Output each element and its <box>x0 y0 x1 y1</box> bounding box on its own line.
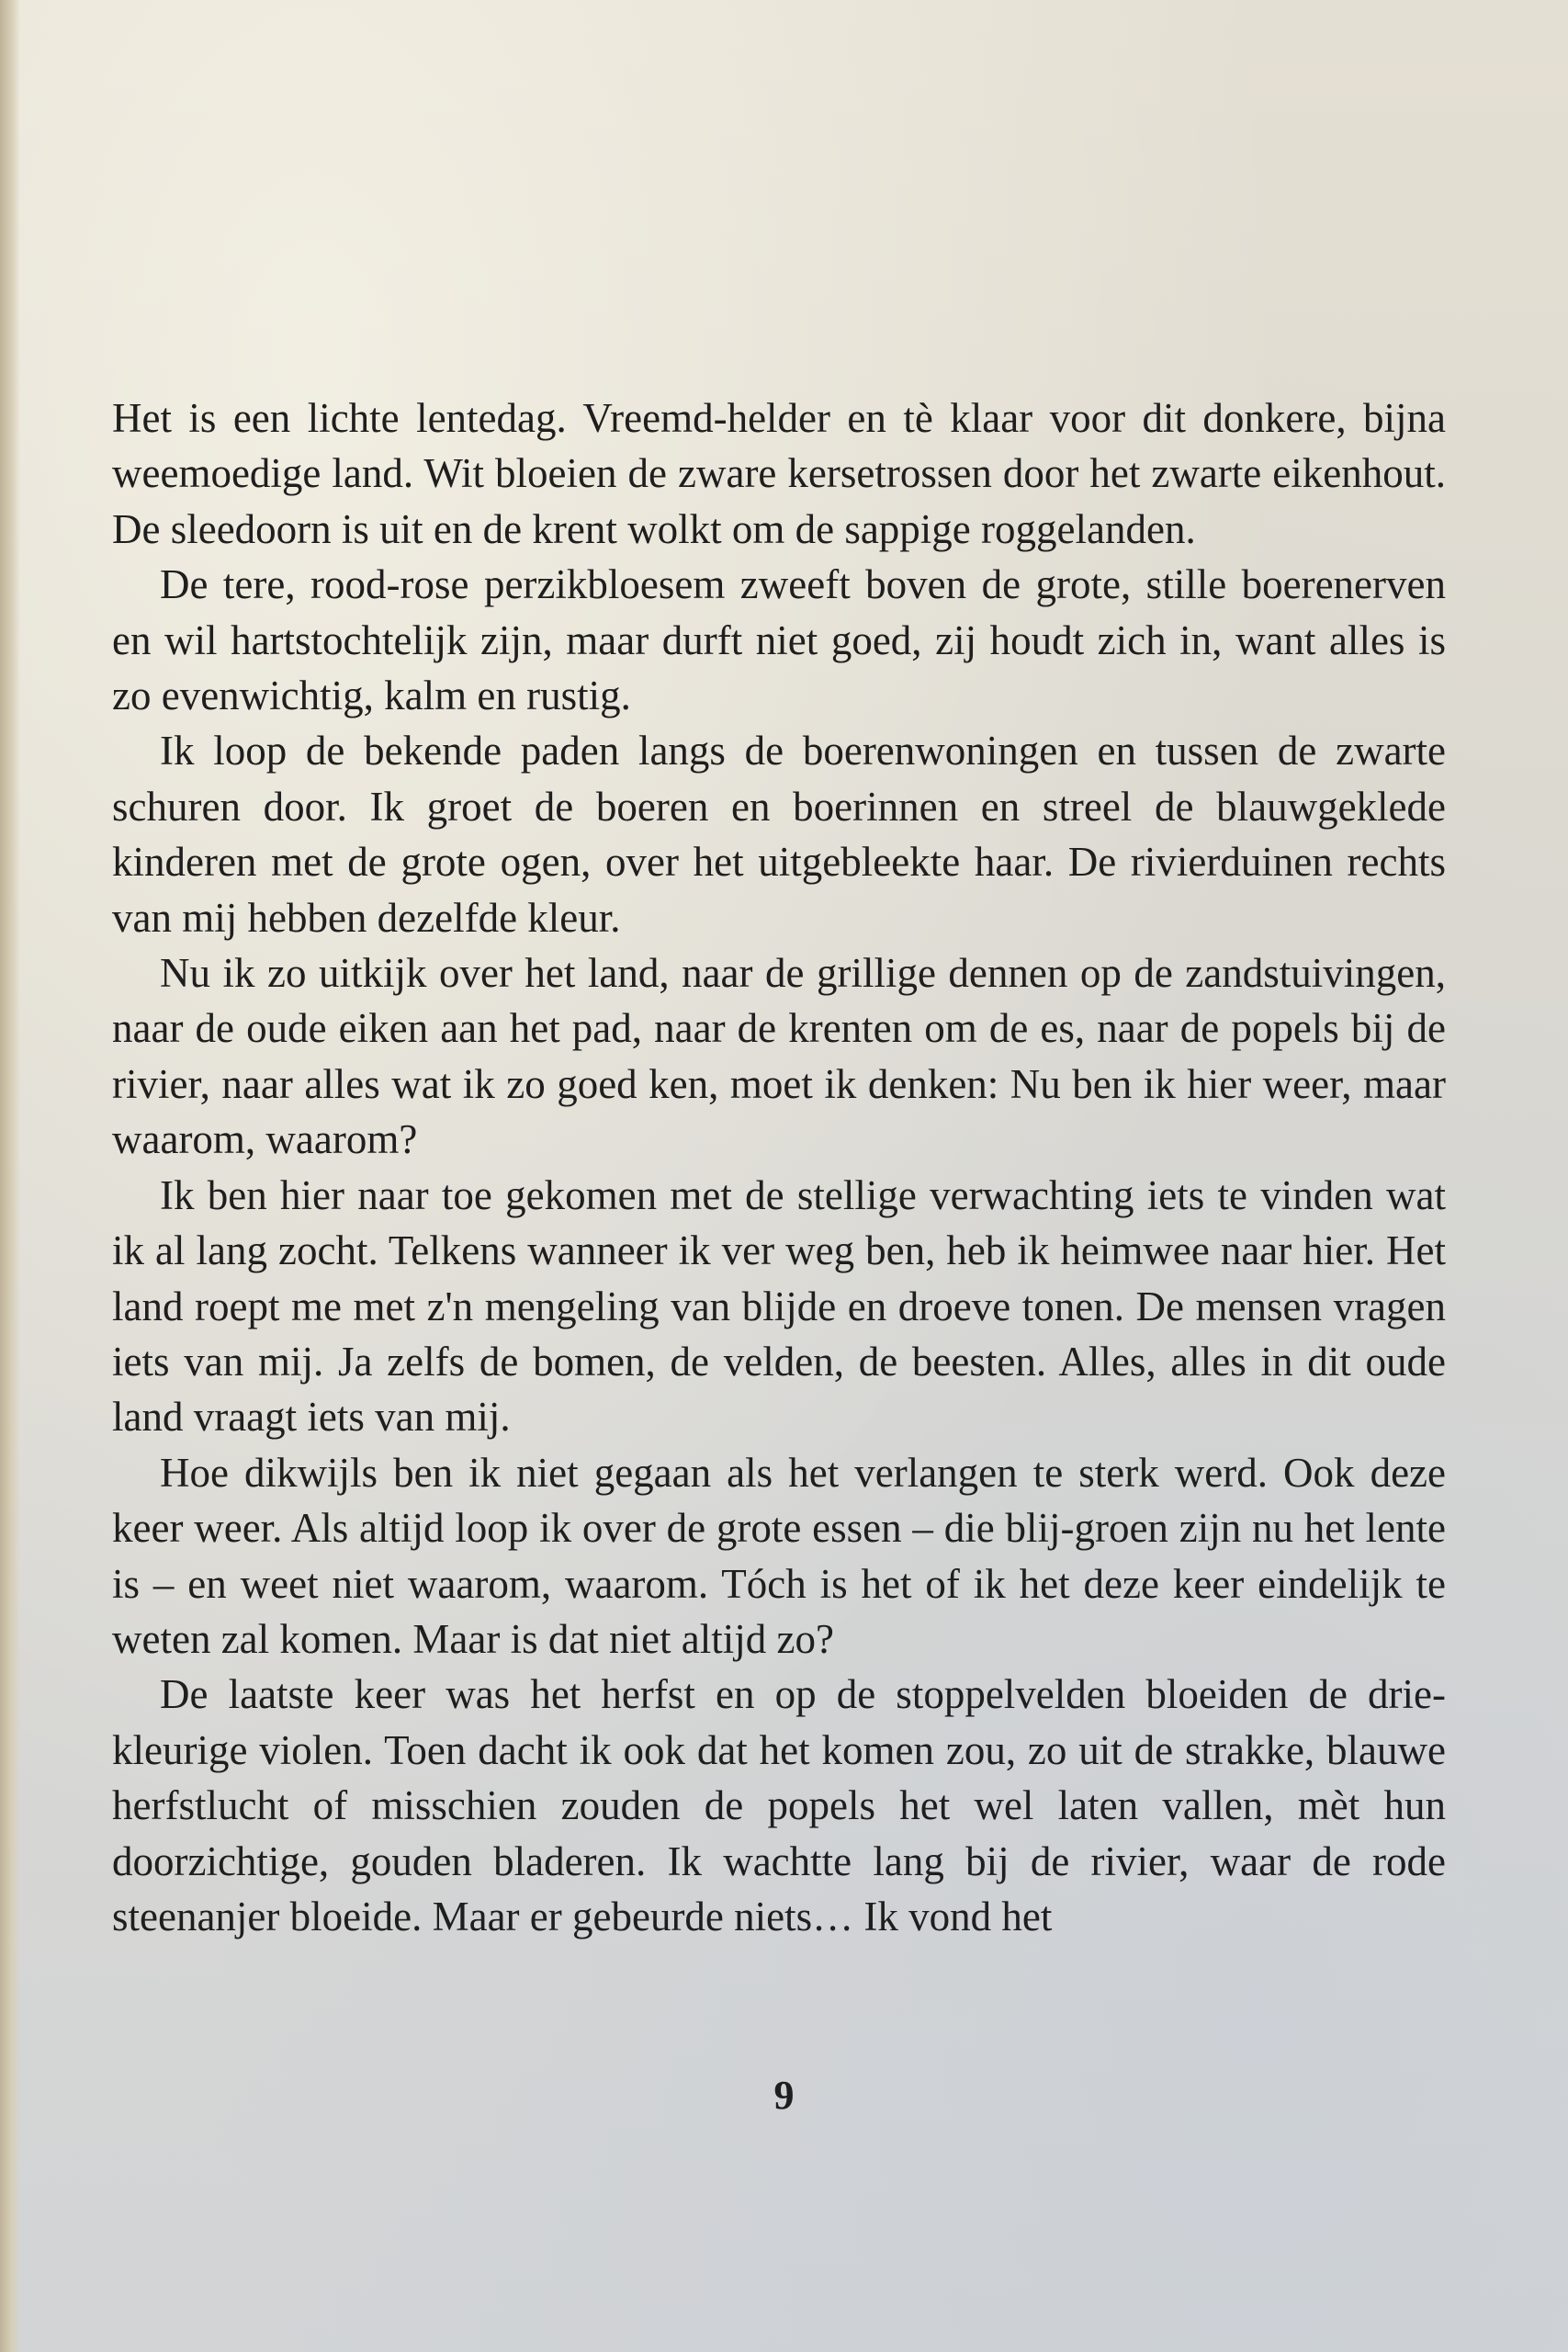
paragraph-3: Ik loop de bekende paden langs de boerenwoningen en tussen de zwarte schuren door. Ik groet de boeren en boerinnen en streel de blauwgeklede kinderen met de grote ogen, over het uitgebleekte haar. De rivierduinen rechts van mij hebben dezelfde kleur. <box>112 728 1446 941</box>
paragraph-2: De tere, rood-rose perzikbloesem zweeft boven de grote, stille boerenerven en wil hartstochtelijk zijn, maar durft niet goed, zij houdt zich in, want alles is zo evenwichtig, kalm en rustig. <box>112 561 1446 719</box>
paragraph-1: Het is een lichte lentedag. Vreemd-helder en tè klaar voor dit donkere, bijna weemoedige land. Wit bloeien de zware kersetrossen door het zwarte eikenhout. De sleedoorn is uit en de krent wolkt om de sappige roggelanden. <box>112 395 1446 552</box>
page-binding-edge <box>0 0 20 2352</box>
paragraph-7: De laatste keer was het herfst en op de stoppelvelden bloeiden de driekleurige violen. Toen dacht ik ook dat het komen zou, zo uit de strakke, blauwe herfstlucht of misschien zouden de popels het wel laten vallen, mèt hun doorzichtige, gouden bladeren. Ik wachtte lang bij de rivier, waar de rode steenanjer bloeide. Maar er gebeurde niets… Ik vond het <box>112 1671 1446 1939</box>
paragraph-4: Nu ik zo uitkijk over het land, naar de grillige dennen op de zandstuivingen, naar de oude eiken aan het pad, naar de krenten om de es, naar de popels bij de rivier, naar alles wat ik zo goed ken, moet ik denken: Nu ben ik hier weer, maar waarom, waarom? <box>112 950 1446 1163</box>
paragraph-6: Hoe dikwijls ben ik niet gegaan als het verlangen te sterk werd. Ook deze keer weer. Als altijd loop ik over de grote essen – die blij-groen zijn nu het lente is – en weet niet waarom, waarom. Tóch is het of ik het deze keer eindelijk te weten zal komen. Maar is dat niet altijd zo? <box>112 1449 1446 1662</box>
body-text <box>112 390 1446 1944</box>
page-number: 9 <box>773 2073 795 2118</box>
paragraph-5: Ik ben hier naar toe gekomen met de stellige verwachting iets te vinden wat ik al lang zocht. Telkens wanneer ik ver weg ben, heb ik heimwee naar hier. Het land roept me met z'n mengeling van blijde en droeve tonen. De mensen vragen iets van mij. Ja zelfs de bomen, de velden, de beesten. Alles, alles in dit oude land vraagt iets van mij. <box>112 1171 1446 1441</box>
